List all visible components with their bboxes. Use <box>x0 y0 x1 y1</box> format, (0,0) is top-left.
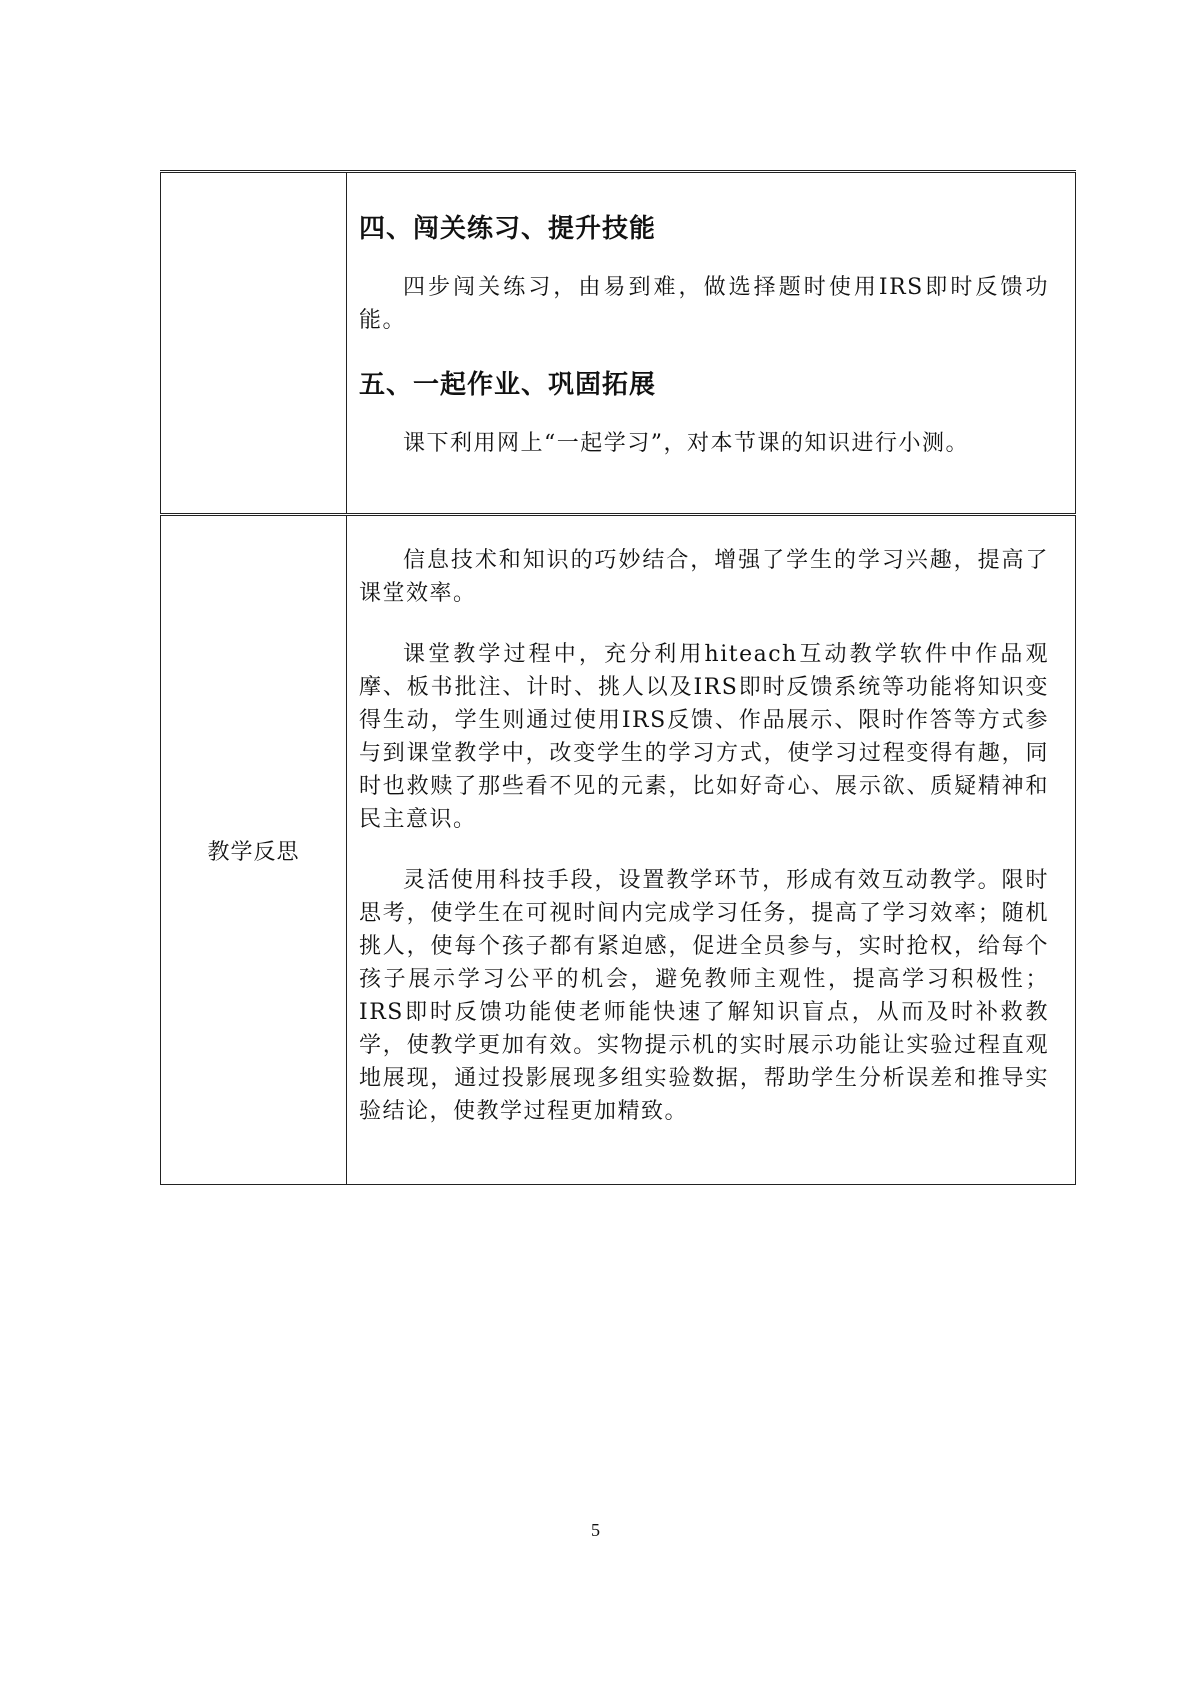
table-row <box>161 515 1076 1185</box>
content-block <box>347 173 1075 504</box>
empty-label-cell <box>161 172 347 515</box>
section-heading-4: 四、闯关练习、提升技能 <box>359 214 657 244</box>
reflection-paragraph-1: 信息技术和知识的巧妙结合，增强了学生的学习兴趣，提高了课堂效率。 <box>359 548 1049 606</box>
reflection-paragraph-2: 课堂教学过程中，充分利用hiteach互动教学软件中作品观摩、板书批注、计时、挑人以及IRS即时反馈系统等功能将知识变得生动，学生则通过使用IRS反馈、作品展示、限时作答等方式参与到课堂教学中，改变学生的学习方式，使学习过程变得有趣，同时也救赎了那些看不见的元素，比如好奇心、展示欲、质疑精神和民主意识。 <box>359 642 1049 832</box>
reflection-content-cell <box>347 515 1076 1185</box>
page-number: 5 <box>591 1520 600 1540</box>
reflection-label: 教学反思 <box>161 515 347 1185</box>
section-heading-5: 五、一起作业、巩固拓展 <box>359 370 657 400</box>
section-5-paragraph: 课下利用网上“一起学习”，对本节课的知识进行小测。 <box>403 431 969 456</box>
section-4-paragraph: 四步闯关练习，由易到难，做选择题时使用IRS即时反馈功能。 <box>359 275 1049 333</box>
table-row <box>161 172 1076 515</box>
reflection-block <box>347 516 1075 1172</box>
content-cell <box>347 172 1076 515</box>
lesson-plan-table <box>160 170 1076 1185</box>
reflection-paragraph-3: 灵活使用科技手段，设置教学环节，形成有效互动教学。限时思考，使学生在可视时间内完成学习任务，提高了学习效率；随机挑人，使每个孩子都有紧迫感，促进全员参与，实时抢权，给每个孩子展示学习公平的机会，避免教师主观性，提高学习积极性；IRS即时反馈功能使老师能快速了解知识盲点，从而及时补救教学，使教学更加有效。实物提示机的实时展示功能让实验过程直观地展现，通过投影展现多组实验数据，帮助学生分析误差和推导实验结论，使教学过程更加精致。 <box>359 868 1049 1124</box>
